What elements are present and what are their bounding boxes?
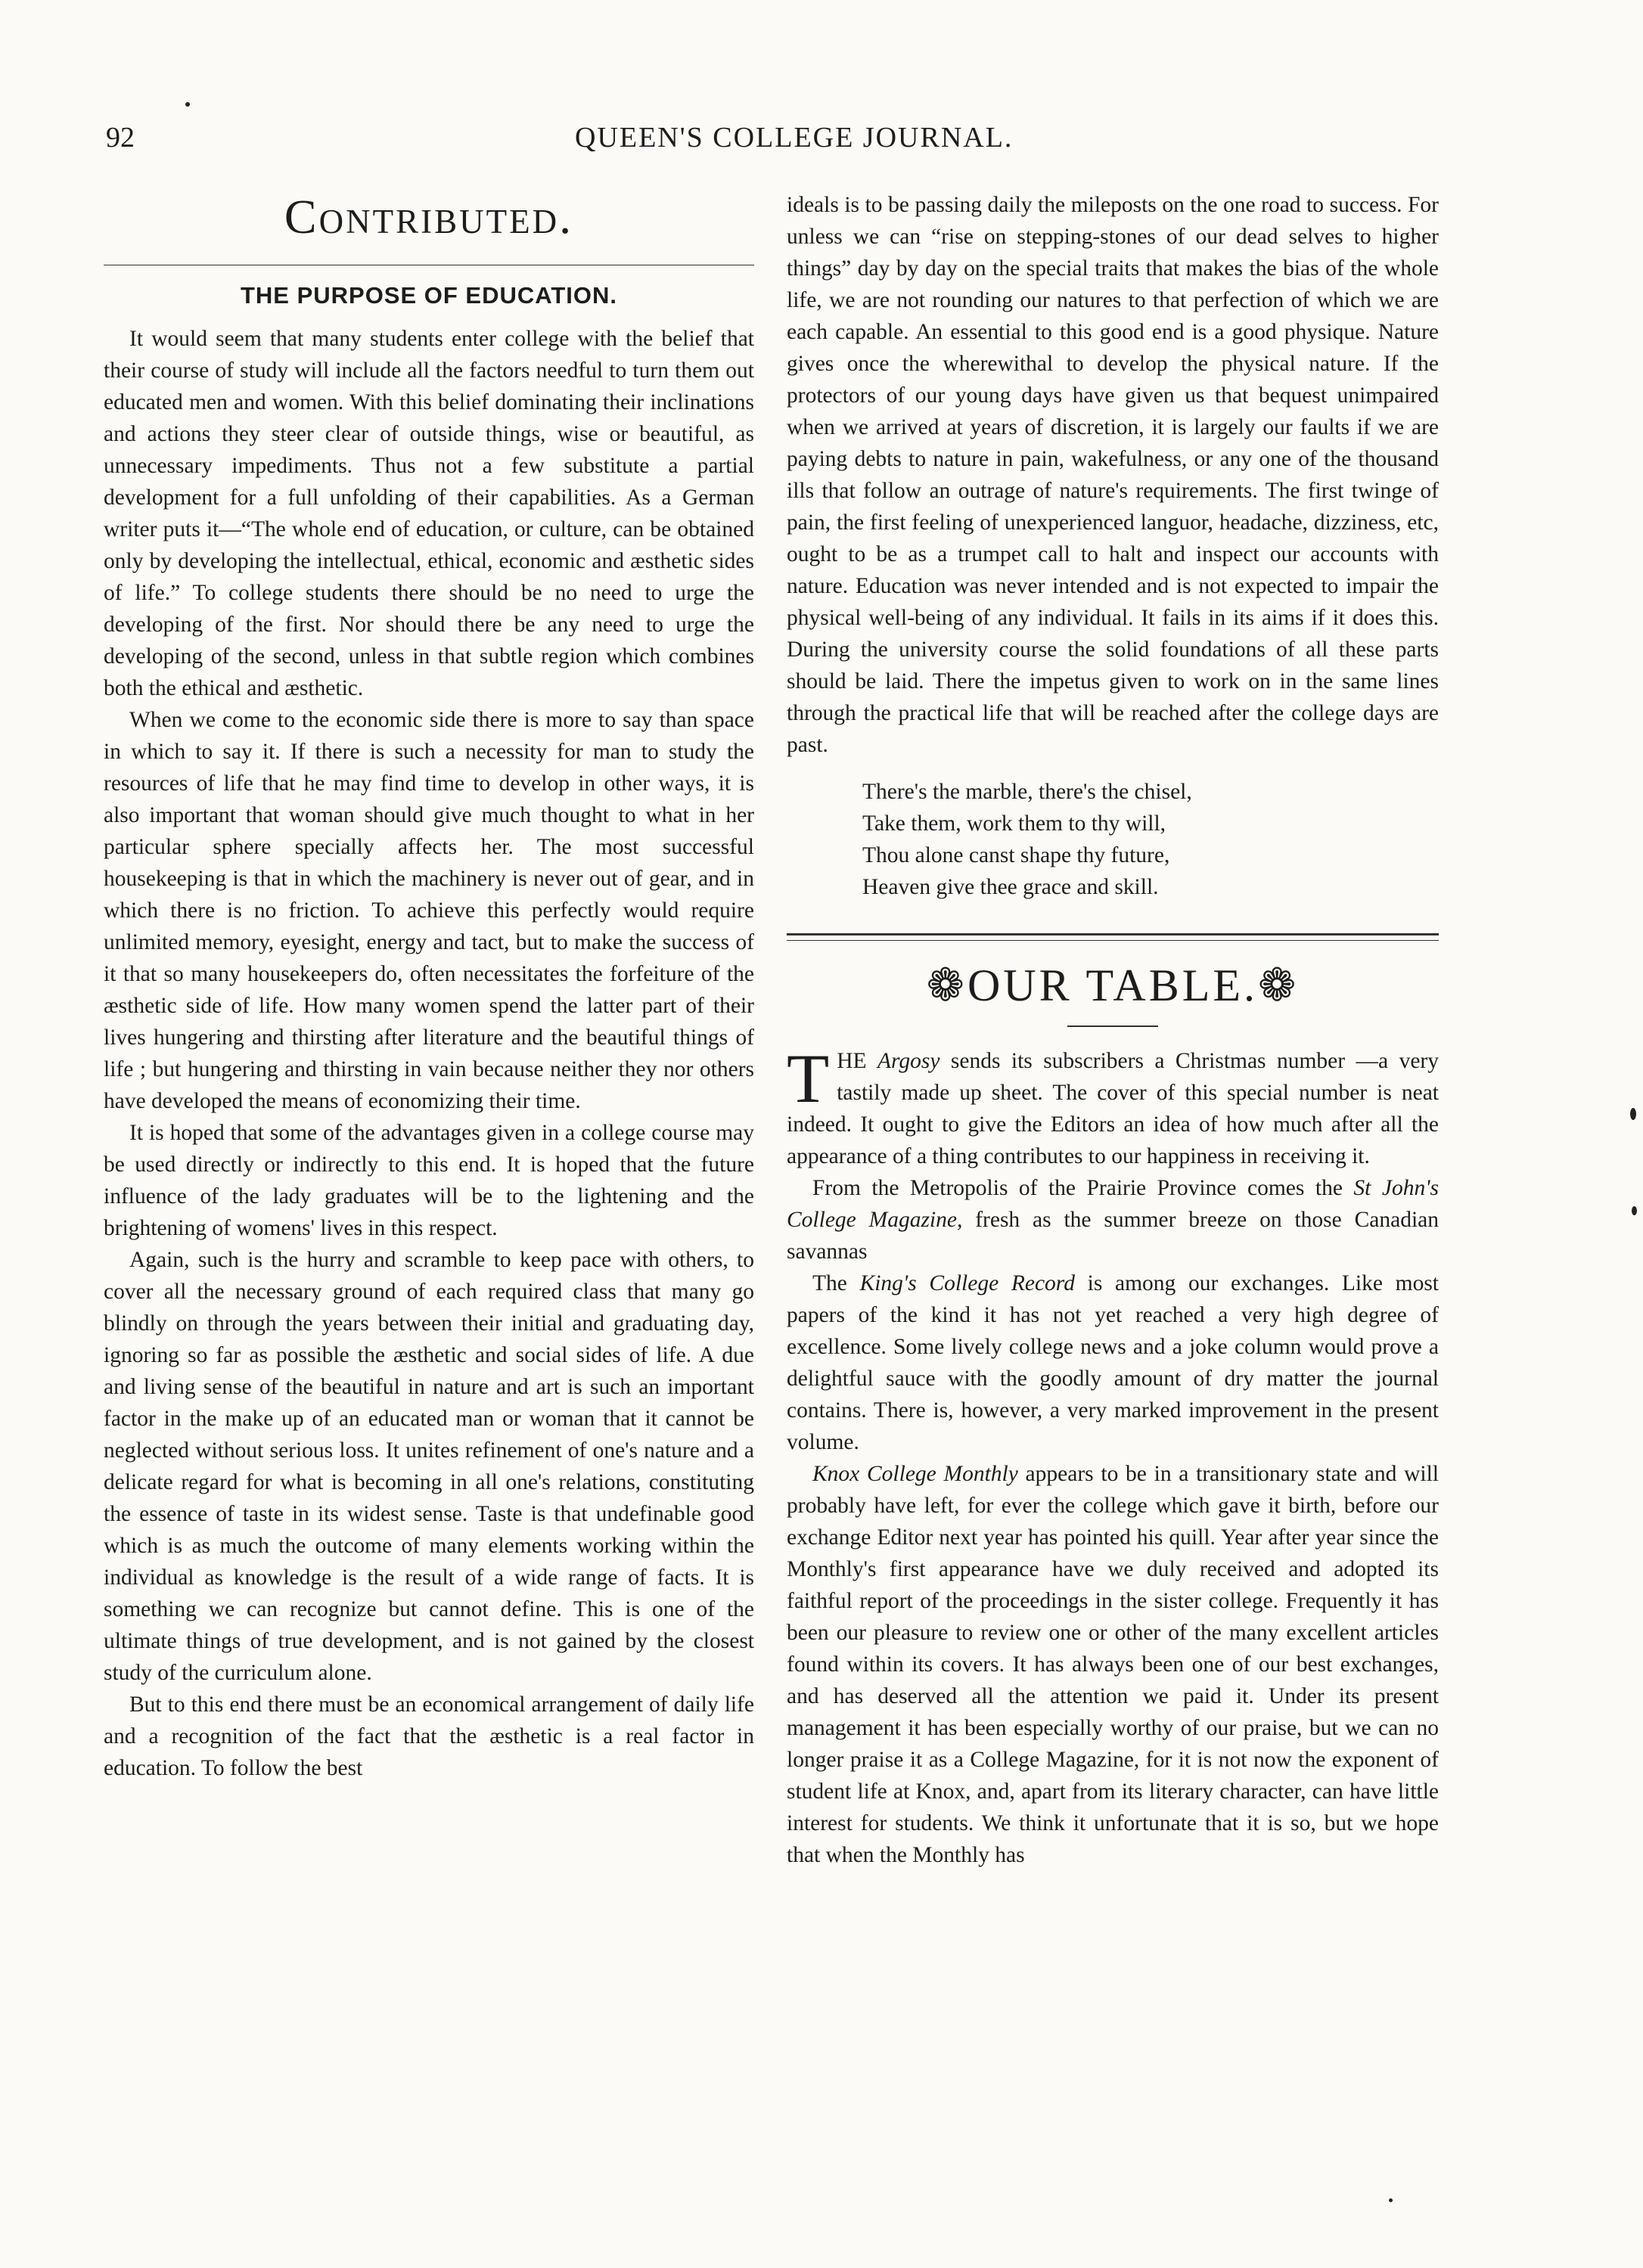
article-paragraph-3: It is hoped that some of the advantages given in a college course may be used directly or indirectly to this end. It is hoped that the future influence of the lady graduates will be to the lightening and the brightening of womens' lives in this respect.	[104, 1121, 754, 1240]
exchange-paragraph-argosy: THE Argosy sends its subscribers a Christmas number —a very tastily made up sheet. The cover of this special number is neat indeed. It ought to give the Editors an idea of how much after all the appearance of a thing contributes to our happiness in receiving it.	[787, 1040, 1439, 1168]
section-divider	[787, 933, 1439, 941]
exchange-paragraph-knox: Knox College Monthly appears to be in a transitionary state and will probably have left, for ever the college which gave it birth, before our exchange Editor next year has pointed his quill. Year after year since the Monthly's first appearance have we duly received and adopted its faithful report of the proceedings in the sister college. Frequently it has been our pleasure to review one or other of the many excellent articles found within its covers. It has always been one of our best exchanges, and has deserved all the attention we paid it. Under its present management it has been especially worthy of our praise, but we can no longer praise it as a College Magazine, for it is not now the exponent of student life at Knox, and, apart from its literary character, can have little interest for students. We think it unfortunate that it is so, but we hope that when the Monthly has	[787, 1462, 1439, 1867]
scan-speck	[1389, 2198, 1393, 2202]
article-paragraph-5: But to this end there must be an economical arrangement of daily life and a recognition of the fact that the æsthetic is a real factor in education. To follow the best	[104, 1692, 754, 1780]
verse-line: Thou alone canst shape thy future,	[862, 843, 1170, 867]
our-table-heading: ❁OUR TABLE.❁	[926, 960, 1300, 1010]
verse-line: Take them, work them to thy will,	[862, 811, 1166, 836]
page-number: 92	[106, 122, 135, 154]
running-title: QUEEN'S COLLEGE JOURNAL.	[575, 122, 1014, 154]
article-paragraph-4: Again, such is the hurry and scramble to keep pace with others, to cover all the necessary ground of each required class that many go blindly on through the years between their initial and graduating day, ignoring so far as possible the æsthetic and social sides of life. A due and living sense of the beautiful in nature and art is such an important factor in the make up of an educated man or woman that it cannot be neglected without serious loss. It unites refinement of one's nature and a delicate regard for what is becoming in all one's relations, constituting the essence of taste in its widest sense. Taste is that undefinable good which is as much the outcome of many elements working within the individual as knowledge is the result of a wide range of facts. It is something we can recognize but cannot define. This is one of the ultimate things of true development, and is not gained by the closest study of the curriculum alone.	[104, 1248, 754, 1685]
scan-speck	[185, 102, 190, 107]
article-title: THE PURPOSE OF EDUCATION.	[240, 282, 618, 309]
our-table-rule	[1067, 1025, 1158, 1027]
right-column	[787, 189, 1439, 1871]
scan-speck	[1630, 1108, 1636, 1120]
verse-line: Heaven give thee grace and skill.	[862, 875, 1159, 899]
article-paragraph-2: When we come to the economic side there is more to say than space in which to say it. If there is such a necessity for man to study the resources of life that he may find time to develop in other ways, it is also important that woman should give much thought to what in her particular sphere specially affects her. The most successful housekeeping is that in which the machinery is never out of gear, and in which there is no friction. To achieve this perfectly would require unlimited memory, eyesight, energy and tact, but to make the success of it that so many housekeepers do, often necessitates the forfeiture of the æsthetic side of life. How many women spend the latter part of their lives hungering and thirsting after literature and the beautiful things of life ; but hungering and thirsting in vain because neither they nor others have developed the means of economizing their time.	[104, 708, 754, 1113]
article-continuation: ideals is to be passing daily the mileposts on the one road to success. For unless we can “rise on stepping-stones of our dead selves to higher things” day by day on the special traits that makes the bias of the whole life, we are not rounding our natures to that perfection of which we are each capable. An essential to this good end is a good physique. Nature gives once the wherewithal to develop the physical nature. If the protectors of our young days have given us that bequest unimpaired when we arrived at years of discretion, it is largely our faults if we are paying debts to nature in pain, wakefulness, or any one of the thousand ills that follow an outrage of nature's requirements. The first twinge of pain, the first feeling of unexperienced languor, headache, dizziness, etc, ought to be as a trumpet call to halt and inspect our accounts with nature. Education was never intended and is not expected to impair the physical well-being of any individual. It fails in its aims if it does this. During the university course the solid foundations of all these parts should be laid. There the impetus given to work on in the same lines through the practical life that will be reached after the college days are past.	[787, 193, 1439, 757]
drop-cap: T	[787, 1040, 830, 1117]
exchange-paragraph-st-johns: From the Metropolis of the Prairie Province comes the St John's College Magazine, fresh as the summer breeze on those Canadian savannas	[787, 1176, 1439, 1264]
verse-block	[862, 776, 1439, 903]
verse-line: There's the marble, there's the chisel,	[862, 780, 1192, 804]
scan-speck	[1632, 1206, 1637, 1215]
article-paragraph-1: It would seem that many students enter college with the belief that their course of study will include all the factors needful to turn them out educated men and women. With this belief dominating their inclinations and actions they steer clear of outside things, wise or beautiful, as unnecessary impediments. Thus not a few substitute a partial development for a full unfolding of their capabilities. As a German writer puts it—“The whole end of education, or culture, can be obtained only by developing the intellectual, ethical, economic and æsthetic sides of life.” To college students there should be no need to urge the developing of the first. Nor should there be any need to urge the developing of the second, unless in that subtle region which combines both the ethical and æsthetic.	[104, 327, 754, 700]
contributed-heading: Contributed.	[284, 190, 574, 244]
left-column	[104, 189, 754, 1784]
exchange-paragraph-kings: The King's College Record is among our exchanges. Like most papers of the kind it has not yet reached a very high degree of excellence. Some lively college news and a joke column would prove a delightful sauce with the goodly amount of dry matter the journal contains. There is, however, a very marked improvement in the present volume.	[787, 1271, 1440, 1454]
